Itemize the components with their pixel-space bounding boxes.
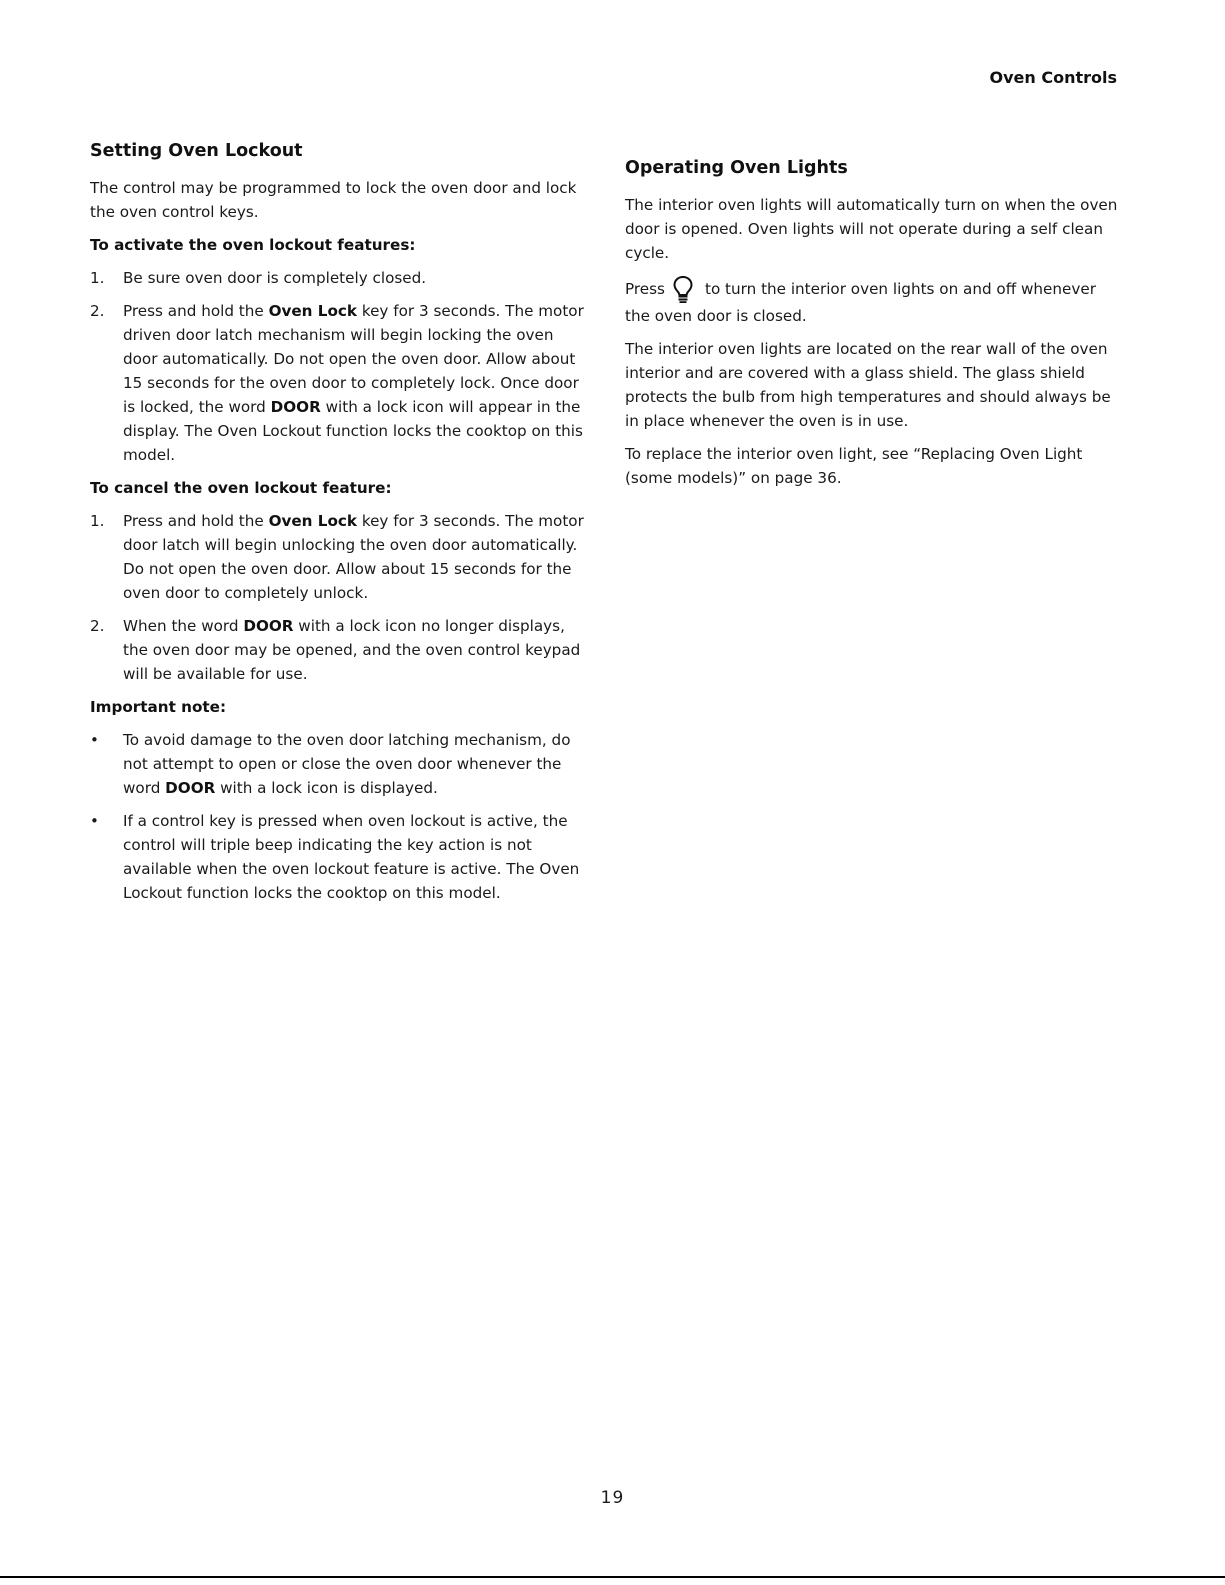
note-item-2	[90, 809, 588, 905]
section-header: Oven Controls	[989, 68, 1117, 87]
activate-step-2	[90, 299, 588, 467]
door-word: DOOR	[243, 617, 294, 635]
oven-lock-key-label: Oven Lock	[268, 302, 357, 320]
cancel-step-1	[90, 509, 588, 605]
cancel-step-2	[90, 614, 588, 686]
press-word: Press	[625, 280, 665, 298]
step-text-post: key for 3 seconds. The motor door latch will begin unlocking the oven door automatically. Do not open the oven door. Allow about 15 seconds for the oven door to completely unlock.	[123, 512, 584, 602]
bullet: •	[90, 812, 99, 830]
oven-lock-key-label: Oven Lock	[268, 512, 357, 530]
step-number: 2.	[90, 302, 105, 320]
operating-oven-lights-title: Operating Oven Lights	[625, 158, 848, 178]
step-text-pre: Press and hold the	[123, 302, 269, 320]
activate-step-1	[90, 266, 588, 290]
right-column	[625, 155, 1123, 499]
note-item-1	[90, 728, 588, 800]
setting-oven-lockout-title: Setting Oven Lockout	[90, 141, 303, 161]
important-note-heading: Important note:	[90, 698, 227, 716]
door-word: DOOR	[270, 398, 321, 416]
lights-paragraph-4: To replace the interior oven light, see “Replacing Oven Light (some models)” on page 36.	[625, 445, 1083, 487]
lockout-intro: The control may be programmed to lock the oven door and lock the oven control keys.	[90, 179, 577, 221]
step-number: 1.	[90, 512, 105, 530]
lights-paragraph-2	[625, 274, 1123, 328]
step-number: 1.	[90, 269, 105, 287]
step-number: 2.	[90, 617, 105, 635]
step-text: Be sure oven door is completely closed.	[123, 269, 427, 287]
left-column	[90, 138, 588, 914]
light-bulb-icon	[671, 274, 695, 304]
note-text: If a control key is pressed when oven lockout is active, the control will triple beep indicating the key action is not available when the oven lockout feature is active. The Oven Lockout function locks the cooktop on this model.	[123, 812, 580, 902]
step-text-post: with a lock icon no longer displays, the oven door may be opened, and the oven control keypad will be available for use.	[123, 617, 581, 683]
note-text-pre: To avoid damage to the oven door latching mechanism, do not attempt to open or close the oven door whenever the word	[123, 731, 571, 797]
cancel-heading: To cancel the oven lockout feature:	[90, 479, 392, 497]
step-text-mid: key for 3 seconds. The motor driven door latch mechanism will begin locking the oven door automatically. Do not open the oven door. Allow about 15 seconds for the oven door to completely lock. Once door is locked, the word	[123, 302, 584, 416]
door-word: DOOR	[165, 779, 216, 797]
press-text-post: to turn the interior oven lights on and off whenever the oven door is closed.	[625, 280, 1096, 325]
note-text-post: with a lock icon is displayed.	[215, 779, 438, 797]
lights-paragraph-1: The interior oven lights will automatically turn on when the oven door is opened. Oven lights will not operate during a self clean cycle.	[625, 196, 1118, 262]
lights-paragraph-3: The interior oven lights are located on the rear wall of the oven interior and are covered with a glass shield. The glass shield protects the bulb from high temperatures and should always be in place whenever the oven is in use.	[625, 340, 1111, 430]
activate-heading: To activate the oven lockout features:	[90, 236, 416, 254]
step-text-pre: When the word	[123, 617, 244, 635]
bullet: •	[90, 731, 99, 749]
step-text-pre: Press and hold the	[123, 512, 269, 530]
bottom-rule	[0, 1576, 1225, 1578]
page-number: 19	[600, 1488, 625, 1508]
step-text-post: with a lock icon will appear in the display. The Oven Lockout function locks the cooktop on this model.	[123, 398, 583, 464]
